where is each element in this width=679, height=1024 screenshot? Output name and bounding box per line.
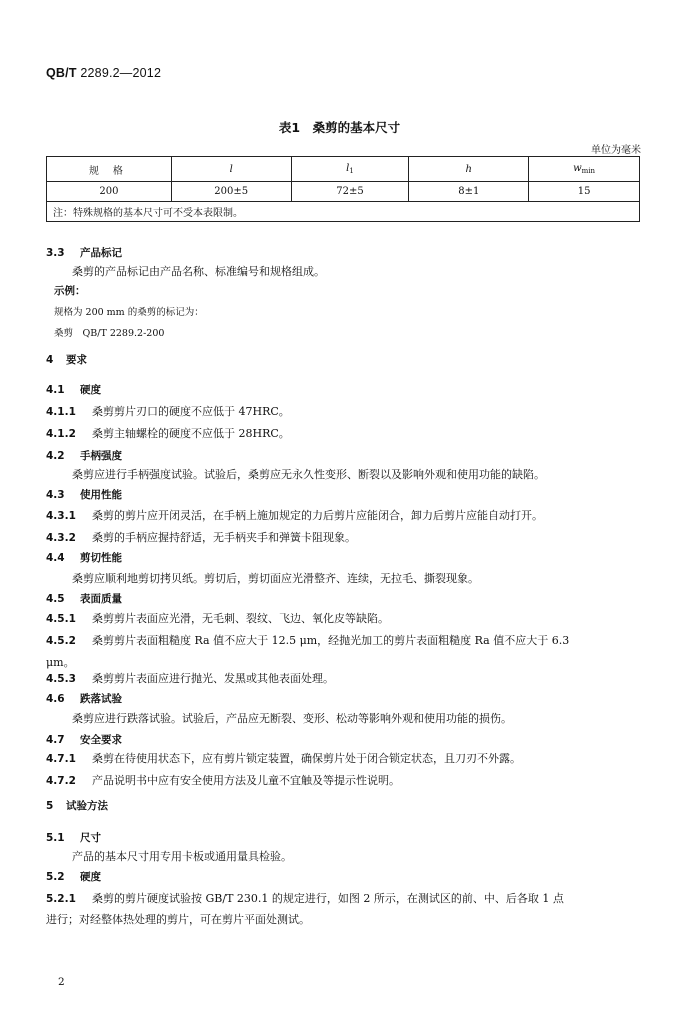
cell-spec: 200 (47, 182, 172, 202)
line-text: 桑剪的剪片硬度试验按 GB/T 230.1 的规定进行，如图 2 所示，在测试区的前、中、后各取 1 点 (92, 892, 564, 905)
header-w-symbol: w (573, 163, 582, 174)
section-number: 4.1 (46, 384, 65, 396)
section-number: 4.3.1 (46, 510, 76, 522)
paragraph-line (54, 327, 164, 341)
heading-text: 硬度 (80, 384, 101, 396)
paragraph-line (46, 774, 400, 788)
heading-text: 使用性能 (80, 489, 122, 501)
paragraph-line (46, 634, 569, 648)
header-w-subscript: min (581, 167, 596, 175)
line-text: 桑剪 QB/T 2289.2-200 (54, 328, 165, 339)
line-text: 桑剪剪片表面粗糙度 Ra 值不应大于 12.5 μm，经抛光加工的剪片表面粗糙度 Ra 值不应大于 6.3 (92, 634, 570, 647)
section-heading (46, 592, 122, 606)
paragraph-line (54, 284, 86, 299)
heading-text: 安全要求 (80, 734, 122, 746)
table-unit: 单位为毫米 (591, 145, 641, 156)
section-number: 5.1 (46, 832, 65, 844)
paragraph-line (72, 265, 325, 279)
section-number: 4.2 (46, 450, 65, 462)
cell-h: 8±1 (409, 182, 529, 202)
paragraph-line (72, 850, 292, 864)
section-number: 4.5.3 (46, 673, 76, 685)
paragraph-line (46, 892, 564, 906)
section-heading (46, 383, 101, 397)
standard-number: 2289.2—2012 (80, 66, 162, 80)
section-number: 5.2.1 (46, 893, 76, 905)
heading-text: 硬度 (80, 871, 101, 883)
section-heading (46, 551, 122, 565)
header-w (529, 157, 640, 182)
heading-text: 跌落试验 (80, 693, 122, 705)
line-text: 桑剪剪片刃口的硬度不应低于 47HRC。 (92, 405, 290, 418)
section-number: 4.7.2 (46, 775, 76, 787)
section-heading (46, 831, 101, 845)
line-text: 示例： (54, 285, 86, 297)
section-heading (46, 449, 122, 463)
line-text: 桑剪剪片表面应进行抛光、发黑或其他表面处理。 (92, 672, 334, 685)
paragraph-line (46, 427, 290, 441)
paragraph-line (46, 752, 521, 766)
section-heading (46, 246, 122, 260)
section-number: 4.7 (46, 734, 65, 746)
cell-l: 200±5 (171, 182, 291, 202)
header-l (171, 157, 291, 182)
heading-text: 要求 (66, 354, 87, 366)
line-text: 桑剪的手柄应握持舒适，无手柄夹手和弹簧卡阻现象。 (92, 531, 356, 544)
cell-l1: 72±5 (291, 182, 409, 202)
line-text: 桑剪剪片表面应光滑，无毛刺、裂纹、飞边、氧化皮等缺陷。 (92, 612, 389, 625)
line-text: 桑剪的产品标记由产品名称、标准编号和规格组成。 (72, 265, 325, 278)
header-l1-subscript: 1 (349, 167, 354, 175)
line-text: 产品的基本尺寸用专用卡板或通用量具检验。 (72, 850, 292, 863)
cell-w: 15 (529, 182, 640, 202)
line-text: 产品说明书中应有安全使用方法及儿童不宜触及等提示性说明。 (92, 774, 400, 787)
paragraph-line (72, 468, 545, 482)
paragraph-line (54, 306, 204, 320)
paragraph-line (46, 509, 543, 523)
header-spec: 规格 (47, 157, 172, 182)
heading-text: 表面质量 (80, 593, 122, 605)
paragraph-line (46, 612, 389, 626)
heading-text: 产品标记 (80, 247, 122, 259)
line-text: 进行；对经整体热处理的剪片，可在剪片平面处测试。 (46, 913, 310, 926)
table-header-row (47, 157, 640, 182)
paragraph-line (46, 531, 356, 545)
heading-text: 尺寸 (80, 832, 101, 844)
standard-header (46, 66, 161, 80)
table-title: 表1 桑剪的基本尺寸 (278, 120, 401, 135)
section-number: 4.1.1 (46, 406, 76, 418)
section-number: 4.5 (46, 593, 65, 605)
paragraph-line (46, 672, 334, 686)
line-text: 桑剪应进行跌落试验。试验后，产品应无断裂、变形、松动等影响外观和使用功能的损伤。 (72, 712, 512, 725)
paragraph-line (46, 913, 310, 927)
standard-prefix: QB/T (46, 66, 77, 80)
header-l1-symbol: l (346, 163, 350, 174)
heading-text: 剪切性能 (80, 552, 122, 564)
section-number: 4.5.2 (46, 635, 76, 647)
section-number: 4.4 (46, 552, 65, 564)
dimensions-table (46, 156, 640, 222)
section-number: 4.3.2 (46, 532, 76, 544)
line-text: 规格为 200 mm 的桑剪的标记为： (54, 307, 204, 318)
line-text: 桑剪应进行手柄强度试验。试验后，桑剪应无永久性变形、断裂以及影响外观和使用功能的缺陷。 (72, 468, 545, 481)
section-heading (46, 488, 122, 502)
header-l-symbol: l (229, 163, 233, 175)
line-text: μm。 (46, 656, 75, 669)
heading-text: 手柄强度 (80, 450, 122, 462)
line-text: 桑剪的剪片应开闭灵活，在手柄上施加规定的力后剪片应能闭合，卸力后剪片应能自动打开。 (92, 509, 543, 522)
section-heading (46, 353, 87, 367)
line-text: 桑剪应顺利地剪切拷贝纸。剪切后，剪切面应光滑整齐、连续，无拉毛、撕裂现象。 (72, 572, 479, 585)
section-number: 4 (46, 354, 54, 366)
table-note-row (47, 202, 640, 222)
table-note: 注：特殊规格的基本尺寸可不受本表限制。 (47, 202, 640, 222)
section-number: 5.2 (46, 871, 65, 883)
section-number: 4.5.1 (46, 613, 76, 625)
line-text: 桑剪在待使用状态下，应有剪片锁定装置，确保剪片处于闭合锁定状态，且刀刃不外露。 (92, 752, 521, 765)
heading-text: 试验方法 (66, 800, 108, 812)
section-heading (46, 692, 122, 706)
page-number: 2 (58, 976, 65, 988)
section-number: 4.6 (46, 693, 65, 705)
paragraph-line (72, 572, 479, 586)
header-l1 (291, 157, 409, 182)
paragraph-line (46, 405, 290, 419)
header-h-symbol: h (465, 163, 472, 175)
section-number: 4.1.2 (46, 428, 76, 440)
table-row (47, 182, 640, 202)
line-text: 桑剪主轴螺栓的硬度不应低于 28HRC。 (92, 427, 290, 440)
paragraph-line (46, 656, 75, 670)
section-heading (46, 733, 122, 747)
section-number: 5 (46, 800, 54, 812)
section-number: 4.3 (46, 489, 65, 501)
section-heading (46, 799, 108, 813)
header-h (409, 157, 529, 182)
section-heading (46, 870, 101, 884)
section-number: 4.7.1 (46, 753, 76, 765)
paragraph-line (72, 712, 512, 726)
section-number: 3.3 (46, 247, 65, 259)
